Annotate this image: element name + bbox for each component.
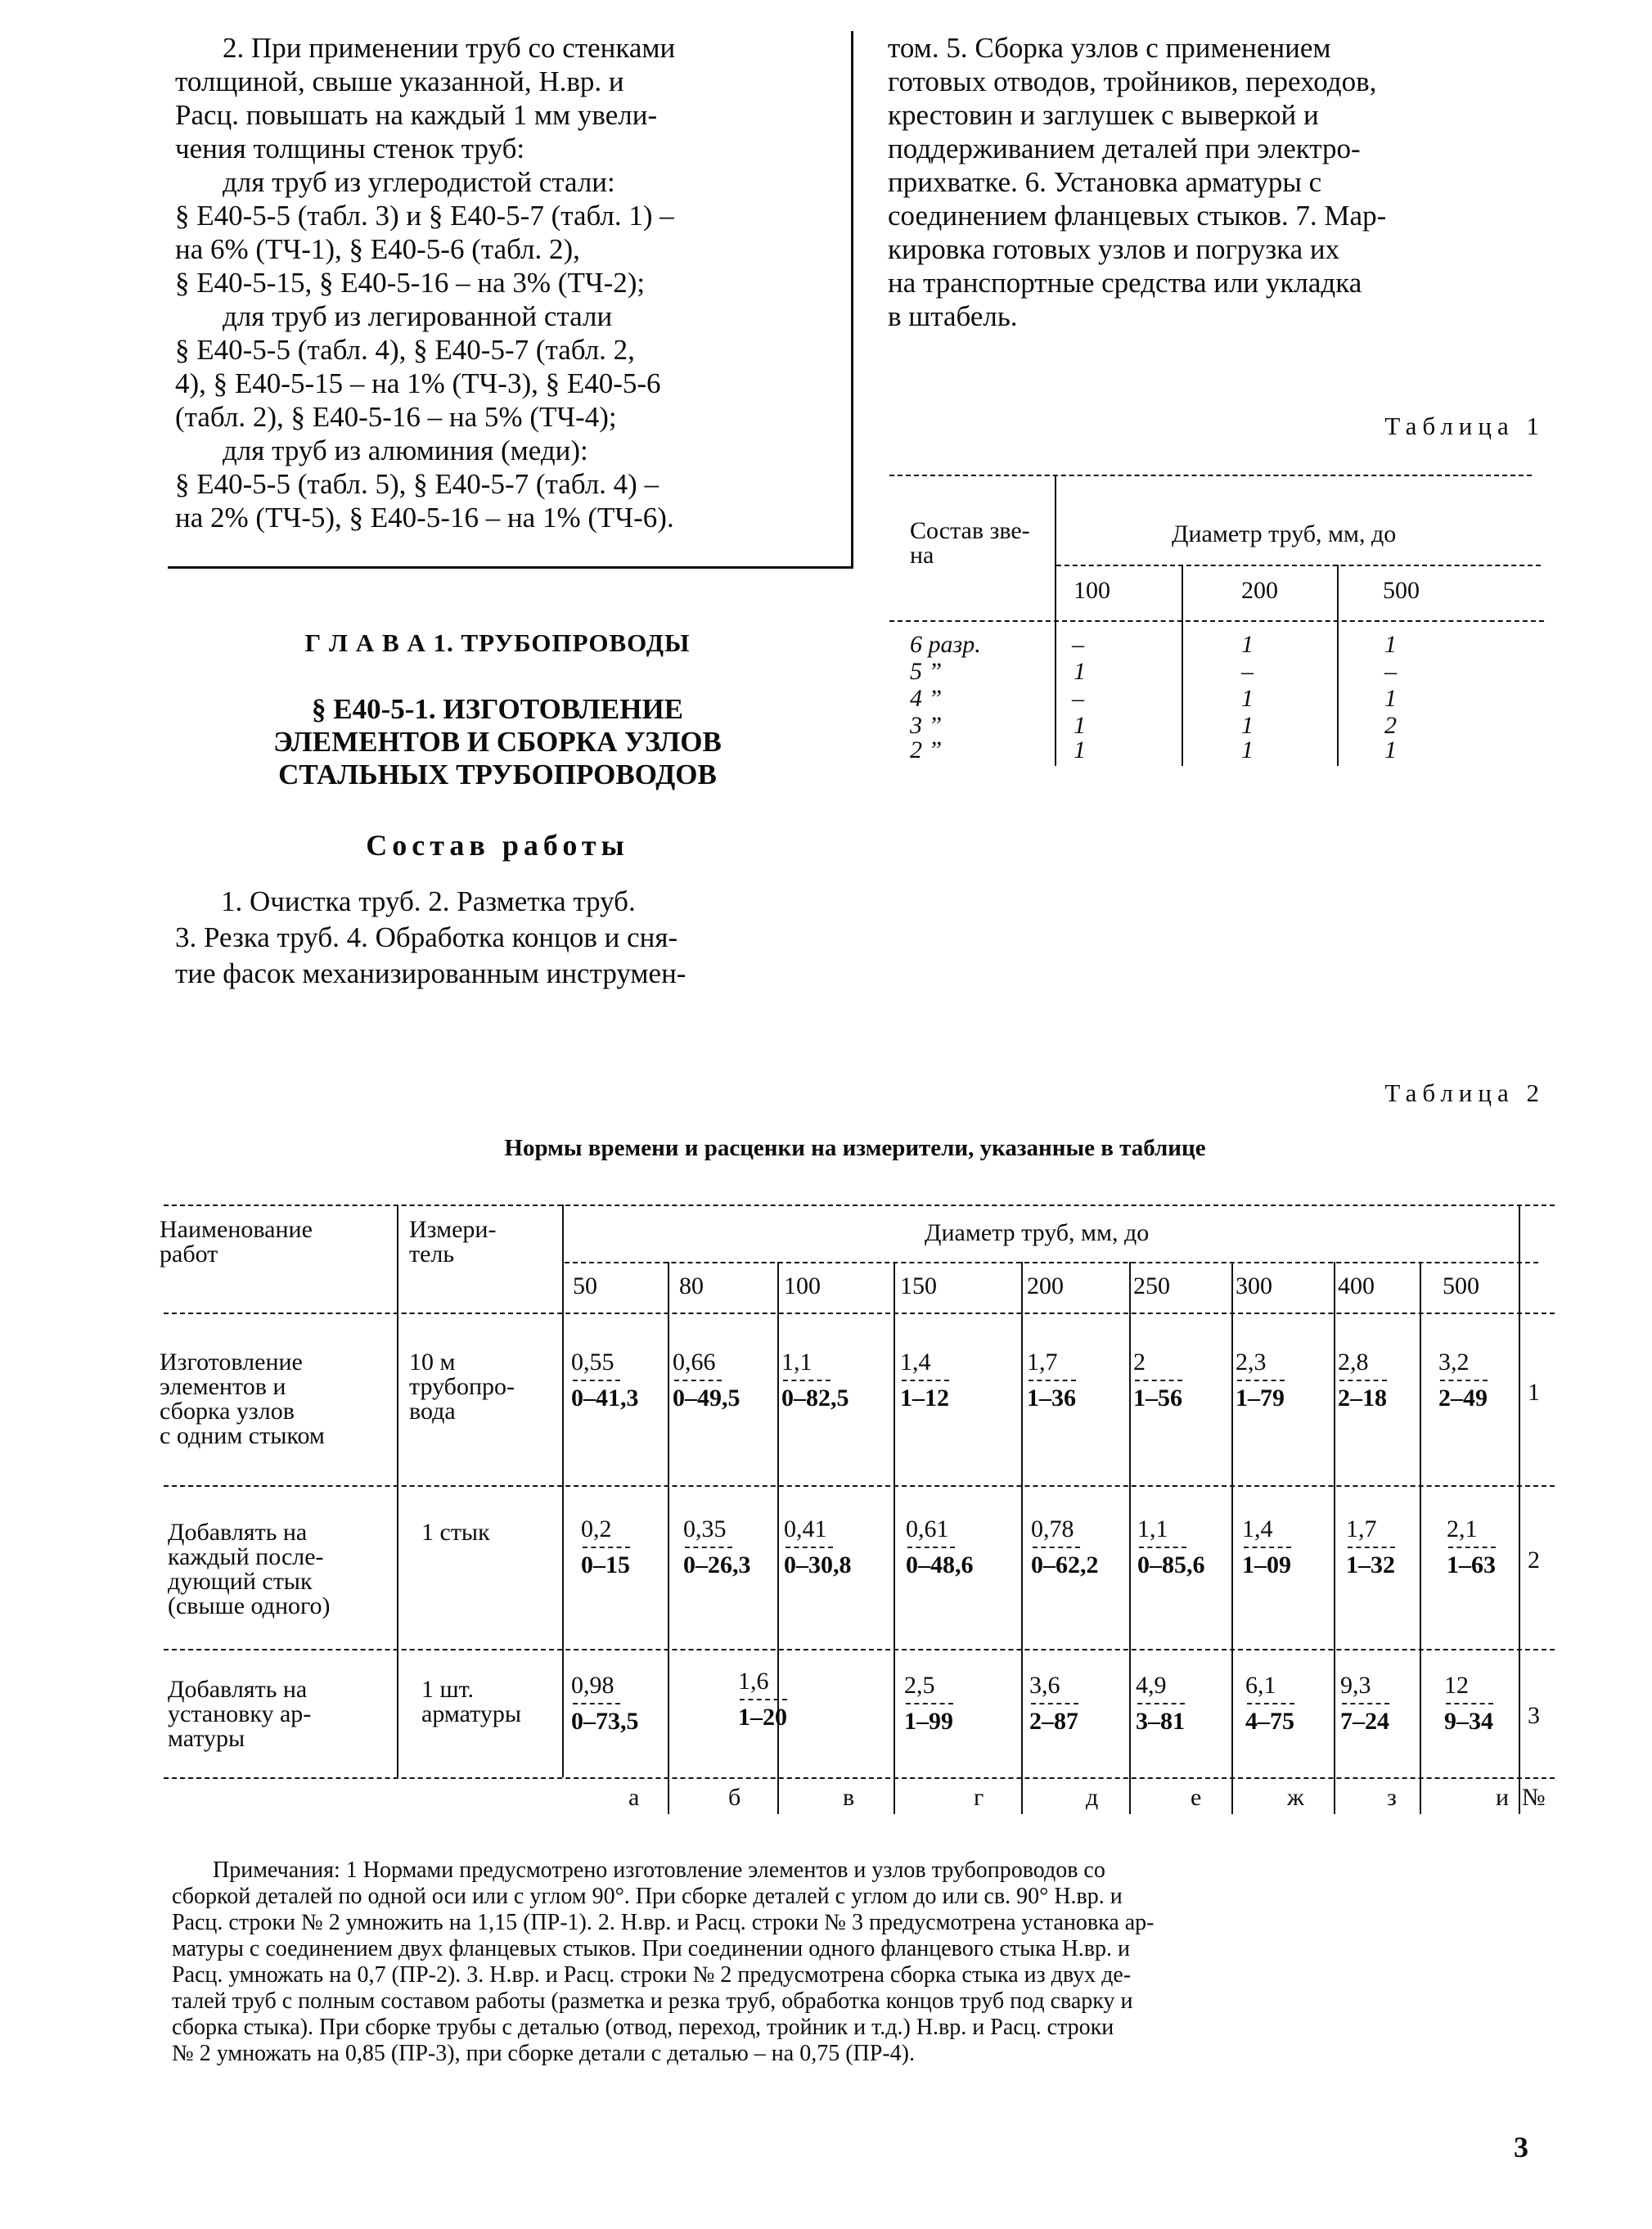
table-rule	[1021, 1777, 1023, 1814]
table2	[155, 1195, 1555, 1866]
row-name-line: матуры	[168, 1725, 245, 1752]
fraction-bar	[906, 1703, 953, 1704]
table2-cell	[1340, 1672, 1389, 1736]
text-line: в штабель.	[888, 300, 1018, 332]
table2-cell	[1031, 1515, 1099, 1579]
fraction-bar	[1247, 1703, 1294, 1704]
cell-price: 1–32	[1346, 1551, 1395, 1578]
fraction-bar	[674, 1380, 722, 1381]
fraction-bar	[1031, 1703, 1078, 1704]
table-rule	[1182, 565, 1183, 766]
table1-cell: 1	[1074, 712, 1086, 739]
table-rule	[777, 1777, 779, 1814]
table-rule	[668, 1777, 669, 1814]
work-composition-title: Состав работы	[366, 829, 629, 862]
table2-name-header	[160, 1218, 313, 1267]
table2-cell	[571, 1349, 639, 1412]
table2-cell	[1444, 1672, 1493, 1736]
note-line: матуры с соединением двух фланцевых стыков. При соединении одного фланцевого стыка Н.вр. и	[172, 1936, 1130, 1961]
cell-price: 0–30,8	[784, 1551, 852, 1578]
measure-line: арматуры	[421, 1700, 522, 1727]
table-rule	[894, 1262, 895, 1777]
fraction-bar	[583, 1547, 630, 1548]
table-rule	[164, 1649, 1555, 1650]
row-name-line: Добавлять на	[168, 1519, 308, 1546]
cell-norm: 2,3	[1236, 1349, 1267, 1376]
cell-norm: 0,35	[683, 1515, 727, 1542]
table2-diameter: 300	[1236, 1272, 1272, 1299]
cell-price: 9–34	[1444, 1708, 1493, 1735]
cell-price: 0–49,5	[673, 1385, 740, 1412]
row-name-line: сборка узлов	[160, 1398, 295, 1425]
cell-norm: 1,1	[1137, 1515, 1168, 1542]
table2-diameter: 400	[1338, 1272, 1375, 1299]
table2-cell	[1136, 1672, 1185, 1736]
table-rule	[1420, 1262, 1421, 1777]
cell-price: 1–12	[900, 1385, 949, 1412]
table2-col-letter: ж	[1287, 1784, 1304, 1811]
cell-price: 1–63	[1447, 1551, 1496, 1578]
row-name-line: установку ар-	[168, 1700, 312, 1727]
text-line: для труб из легированной стали	[223, 300, 613, 332]
table-rule	[668, 1262, 669, 1777]
table2-cell	[1029, 1672, 1078, 1736]
table2-diameter: 50	[573, 1272, 597, 1299]
cell-norm: 1,1	[781, 1349, 812, 1376]
fraction-bar	[902, 1380, 949, 1381]
text-line: на 2% (ТЧ-5), § Е40-5-16 – на 1% (ТЧ-6).	[175, 502, 674, 534]
fraction-bar	[1342, 1703, 1389, 1704]
table2-col-letter: в	[843, 1784, 855, 1811]
fraction-bar	[573, 1380, 620, 1381]
table2-row-number: 2	[1528, 1547, 1540, 1574]
table-rule	[1129, 1262, 1131, 1777]
table2-diameter: 100	[784, 1272, 821, 1299]
table2-col-letter: б	[728, 1784, 741, 1811]
fraction-bar	[1446, 1703, 1493, 1704]
cell-norm: 1,4	[900, 1349, 931, 1376]
table1-cell: 1	[1241, 631, 1254, 658]
cell-norm: 3,6	[1029, 1672, 1060, 1699]
table2-notes	[172, 1858, 1522, 2067]
cell-price: 1–09	[1242, 1551, 1291, 1578]
table1-cell: 1	[1384, 685, 1397, 712]
cell-price: 4–75	[1245, 1708, 1294, 1735]
table1-cell: 2	[1384, 712, 1397, 739]
note-line: Расц. строки № 2 умножить на 1,15 (ПР-1). 2. Н.вр. и Расц. строки № 3 предусмотрена установка ар-	[172, 1910, 1155, 1935]
table2-cell	[1236, 1349, 1285, 1412]
text-line: 2. При применении труб со стенками	[223, 32, 676, 64]
column-divider	[851, 31, 853, 568]
header-line: Наименование	[160, 1216, 313, 1243]
table2-cell	[1137, 1515, 1205, 1579]
cell-price: 0–85,6	[1137, 1551, 1205, 1578]
cell-norm: 0,2	[581, 1515, 612, 1542]
table-rule	[164, 1205, 1555, 1206]
table2-col-letter: з	[1387, 1784, 1397, 1811]
cell-price: 0–48,6	[906, 1551, 974, 1578]
text-line: для труб из алюминия (меди):	[223, 435, 588, 466]
table1-cell: 1	[1241, 685, 1254, 712]
cell-norm: 2,8	[1338, 1349, 1369, 1376]
table1-cell: 1	[1074, 658, 1086, 685]
table2-cell	[1027, 1349, 1076, 1412]
cell-norm: 2,1	[1447, 1515, 1478, 1542]
table1-row-label: 6 разр.	[910, 631, 981, 658]
table2-row-name	[168, 1677, 311, 1751]
chapter-title: Г Л А В А 1. ТРУБОПРОВОДЫ	[304, 628, 691, 657]
note-line: Примечания: 1 Нормами предусмотрено изготовление элементов и узлов трубопроводов со	[213, 1858, 1105, 1883]
cell-price: 1–56	[1133, 1385, 1182, 1412]
table1-row-label: 4 ”	[910, 685, 943, 712]
table-rule	[1420, 1777, 1421, 1814]
cell-norm: 1,7	[1346, 1515, 1377, 1542]
text-line: прихватке. 6. Установка арматуры с	[888, 166, 1322, 198]
cell-price: 2–87	[1029, 1708, 1078, 1735]
table2-diameter: 500	[1443, 1272, 1479, 1299]
cell-norm: 2	[1133, 1349, 1146, 1376]
table2-cell	[1245, 1672, 1294, 1736]
cell-norm: 0,78	[1031, 1515, 1074, 1542]
table2-cell	[784, 1515, 852, 1579]
table1-row-label: 2 ”	[910, 736, 943, 763]
table2-col-letter: е	[1191, 1784, 1202, 1811]
table-rule	[562, 1205, 564, 1777]
text-line: толщиной, свыше указанной, Н.вр. и	[175, 65, 624, 97]
fraction-bar	[1348, 1547, 1395, 1548]
table1-cell: 1	[1384, 736, 1397, 763]
table1-cell: –	[1384, 658, 1397, 685]
cell-norm: 0,61	[906, 1515, 949, 1542]
cell-price: 0–73,5	[571, 1708, 639, 1735]
text-line: § Е40-5-15, § Е40-5-16 – на 3% (ТЧ-2);	[175, 267, 646, 299]
text-line: на 6% (ТЧ-1), § Е40-5-6 (табл. 2),	[175, 233, 580, 265]
fraction-bar	[1135, 1380, 1182, 1381]
table-rule	[1519, 1777, 1520, 1814]
table2-cell	[571, 1672, 639, 1736]
table2-cell	[1438, 1349, 1488, 1412]
cell-price: 0–41,3	[571, 1385, 639, 1412]
table2-cell	[904, 1672, 953, 1736]
measure-line: 1 стык	[421, 1519, 490, 1546]
measure-line: 10 м	[409, 1349, 456, 1376]
table2-cell	[673, 1349, 740, 1412]
fraction-bar	[685, 1547, 732, 1548]
table2-cell	[781, 1349, 849, 1412]
cell-norm: 1,6	[738, 1668, 769, 1695]
table2-col-letter: г	[974, 1784, 984, 1811]
cell-norm: 2,5	[904, 1672, 935, 1699]
table1-cell: 1	[1074, 736, 1086, 763]
fraction-bar	[1237, 1380, 1285, 1381]
table1-cell: 1	[1241, 736, 1254, 763]
text-line: § Е40-5-5 (табл. 5), § Е40-5-7 (табл. 4) –	[175, 468, 659, 500]
table-rule	[1334, 1777, 1335, 1814]
cell-norm: 1,4	[1242, 1515, 1273, 1542]
table-rule	[889, 620, 1544, 622]
table2-row-number: 3	[1528, 1702, 1540, 1729]
note-line: Расц. умножать на 0,7 (ПР-2). 3. Н.вр. и Расц. строки № 2 предусмотрена сборка стыка из двух де-	[172, 1962, 1132, 1988]
table2-title: Нормы времени и расценки на измерители, указанные в таблице	[504, 1135, 1206, 1161]
measure-line: трубопро-	[409, 1373, 515, 1400]
table1-cell: 1	[1241, 712, 1254, 739]
text-line: том. 5. Сборка узлов с применением	[888, 32, 1331, 64]
table2-diameter: 200	[1027, 1272, 1064, 1299]
table-rule	[164, 1485, 1555, 1487]
cell-price: 0–62,2	[1031, 1551, 1099, 1578]
table1-diameter: 100	[1074, 577, 1110, 604]
table2-cell	[1346, 1515, 1395, 1579]
table-rule	[1337, 565, 1339, 766]
table1-diameter: 200	[1241, 577, 1278, 604]
fraction-bar	[783, 1380, 831, 1381]
cell-norm: 4,9	[1136, 1672, 1167, 1699]
table1-cell: –	[1072, 631, 1084, 658]
fraction-bar	[907, 1547, 955, 1548]
text-line: § Е40-5-5 (табл. 3) и § Е40-5-7 (табл. 1) –	[175, 200, 674, 232]
cell-price: 1–20	[738, 1704, 787, 1731]
table-rule	[164, 1777, 1555, 1779]
cell-price: 1–36	[1027, 1385, 1076, 1412]
table2-cell	[1133, 1349, 1182, 1412]
text-line: § Е40-5-5 (табл. 4), § Е40-5-7 (табл. 2,	[175, 334, 635, 366]
fraction-bar	[1137, 1703, 1185, 1704]
note-line: № 2 умножать на 0,85 (ПР-3), при сборке детали с деталью – на 0,75 (ПР-4).	[172, 2041, 915, 2066]
table-rule	[1021, 1262, 1023, 1777]
fraction-bar	[1448, 1547, 1496, 1548]
table-rule	[1129, 1777, 1131, 1814]
fraction-bar	[1029, 1380, 1076, 1381]
fraction-bar	[1244, 1547, 1291, 1548]
table2-number-sign: №	[1522, 1784, 1546, 1811]
table1-row-label: 5 ”	[910, 658, 943, 685]
table-rule	[889, 475, 1532, 476]
text-line: поддерживанием деталей при электро-	[888, 133, 1361, 164]
table-rule	[565, 1262, 1538, 1263]
table2-diameter: 150	[900, 1272, 937, 1299]
cell-price: 7–24	[1340, 1708, 1389, 1735]
table-rule	[164, 1313, 1555, 1314]
table-rule	[1519, 1205, 1520, 1777]
section-title	[175, 693, 820, 791]
fraction-bar	[1339, 1380, 1387, 1381]
row-name-line: элементов и	[160, 1373, 286, 1400]
table2-cell	[581, 1515, 630, 1579]
table-rule	[397, 1205, 398, 1777]
table2-row-name	[168, 1520, 331, 1619]
row-name-line: (свыше одного)	[168, 1592, 331, 1619]
section-title-line: СТАЛЬНЫХ ТРУБОПРОВОДОВ	[278, 759, 717, 790]
row-name-line: каждый после-	[168, 1543, 324, 1570]
header-line: работ	[160, 1241, 218, 1268]
column-end-rule	[168, 566, 853, 569]
cell-norm: 3,2	[1438, 1349, 1470, 1376]
table2-row-measure	[421, 1677, 521, 1727]
cell-price: 1–79	[1236, 1385, 1285, 1412]
text-line: кировка готовых узлов и погрузка их	[888, 233, 1340, 265]
fraction-bar	[1139, 1547, 1186, 1548]
cell-norm: 9,3	[1340, 1672, 1371, 1699]
header-line: Состав зве-	[910, 517, 1030, 544]
note-line: сборка стыка). При сборке трубы с деталью (отвод, переход, тройник и т.д.) Н.вр. и Расц. строки	[172, 2015, 1114, 2040]
left-column-text	[175, 31, 820, 534]
section-title-line: ЭЛЕМЕНТОВ И СБОРКА УЗЛОВ	[273, 726, 722, 758]
header-line: Измери-	[409, 1216, 497, 1243]
text-line: соединением фланцевых стыков. 7. Мар-	[888, 200, 1387, 232]
text-line: тие фасок механизированным инструмен-	[175, 957, 686, 989]
table1-caption: Таблица 1	[1384, 412, 1545, 440]
cell-price: 1–99	[904, 1708, 953, 1735]
table2-row-name	[160, 1350, 325, 1448]
table2-cell	[900, 1349, 949, 1412]
table1-cell: –	[1241, 658, 1254, 685]
text-line: на транспортные средства или укладка	[888, 267, 1362, 299]
cell-norm: 1,7	[1027, 1349, 1058, 1376]
section-title-line: § Е40-5-1. ИЗГОТОВЛЕНИЕ	[311, 693, 684, 725]
text-line: 1. Очистка труб. 2. Разметка труб.	[221, 885, 636, 917]
table2-cell	[1338, 1349, 1387, 1412]
table1-cell: 1	[1384, 631, 1397, 658]
table2-row-measure	[409, 1350, 515, 1424]
table2-diameter: 80	[679, 1272, 704, 1299]
text-line: 3. Резка труб. 4. Обработка концов и сня-	[175, 921, 678, 953]
right-column-text	[888, 31, 1542, 333]
fraction-bar	[1440, 1380, 1488, 1381]
fraction-bar	[785, 1547, 833, 1548]
cell-norm: 0,66	[673, 1349, 716, 1376]
text-line: 4), § Е40-5-15 – на 1% (ТЧ-3), § Е40-5-6	[175, 367, 661, 399]
table2-col-letter: а	[628, 1784, 640, 1811]
table1	[889, 475, 1546, 786]
cell-price: 2–49	[1438, 1385, 1488, 1412]
table2-cell	[906, 1515, 974, 1579]
measure-line: вода	[409, 1398, 456, 1425]
table1-row-label: 3 ”	[910, 712, 943, 739]
cell-norm: 0,41	[784, 1515, 827, 1542]
cell-price: 0–26,3	[683, 1551, 751, 1578]
text-line: Расц. повышать на каждый 1 мм увели-	[175, 99, 658, 131]
table2-group-header: Диаметр труб, мм, до	[925, 1219, 1150, 1246]
table2-cell	[1242, 1515, 1291, 1579]
page-number: 3	[1514, 2131, 1528, 2164]
note-line: сборкой деталей по одной оси или с углом 90°. При сборке деталей с углом до или св. 90° Н.вр. и	[172, 1884, 1123, 1909]
cell-price: 2–18	[1338, 1385, 1387, 1412]
table2-cell	[1447, 1515, 1496, 1579]
cell-price: 0–15	[581, 1551, 630, 1578]
text-line: крестовин и заглушек с выверкой и	[888, 99, 1319, 131]
table-rule	[1334, 1262, 1335, 1777]
work-composition-text	[175, 884, 820, 992]
cell-norm: 0,98	[571, 1672, 614, 1699]
cell-norm: 6,1	[1245, 1672, 1276, 1699]
table1-diameter: 500	[1383, 577, 1420, 604]
fraction-bar	[573, 1703, 620, 1704]
table2-col-letter: и	[1496, 1784, 1510, 1811]
text-line: чения толщины стенок труб:	[175, 133, 525, 164]
fraction-bar	[1033, 1547, 1080, 1548]
table2-measure-header	[409, 1218, 496, 1267]
table1-col0-header	[910, 519, 1030, 568]
text-line: готовых отводов, тройников, переходов,	[888, 65, 1377, 97]
header-line: тель	[409, 1241, 455, 1268]
header-line: на	[910, 542, 934, 569]
table-rule	[894, 1777, 895, 1814]
text-line: для труб из углеродистой стали:	[223, 166, 615, 198]
row-name-line: Добавлять на	[168, 1676, 308, 1703]
table1-group-header: Диаметр труб, мм, до	[1172, 520, 1397, 547]
table-rule	[1231, 1262, 1233, 1777]
table-rule	[1231, 1777, 1233, 1814]
table2-cell	[683, 1515, 751, 1579]
table2-caption: Таблица 2	[1384, 1078, 1545, 1107]
text-line: (табл. 2), § Е40-5-16 – на 5% (ТЧ-4);	[175, 401, 617, 433]
table-rule	[1056, 565, 1541, 566]
row-name-line: с одним стыком	[160, 1422, 325, 1449]
cell-price: 0–82,5	[781, 1385, 849, 1412]
cell-norm: 12	[1444, 1672, 1469, 1699]
table2-cell	[738, 1668, 787, 1731]
table2-diameter: 250	[1133, 1272, 1170, 1299]
table1-cell: –	[1072, 685, 1084, 712]
cell-norm: 0,55	[571, 1349, 614, 1376]
cell-price: 3–81	[1136, 1708, 1185, 1735]
table2-row-number: 1	[1528, 1379, 1540, 1406]
table2-col-letter: д	[1086, 1784, 1099, 1811]
row-name-line: дующий стык	[168, 1568, 313, 1595]
table2-row-measure	[421, 1520, 490, 1545]
fraction-bar	[740, 1699, 787, 1700]
row-name-line: Изготовление	[160, 1349, 303, 1376]
note-line: талей труб с полным составом работы (разметка и резка труб, обработка концов труб под сварку и	[172, 1988, 1133, 2014]
measure-line: 1 шт.	[421, 1676, 474, 1703]
